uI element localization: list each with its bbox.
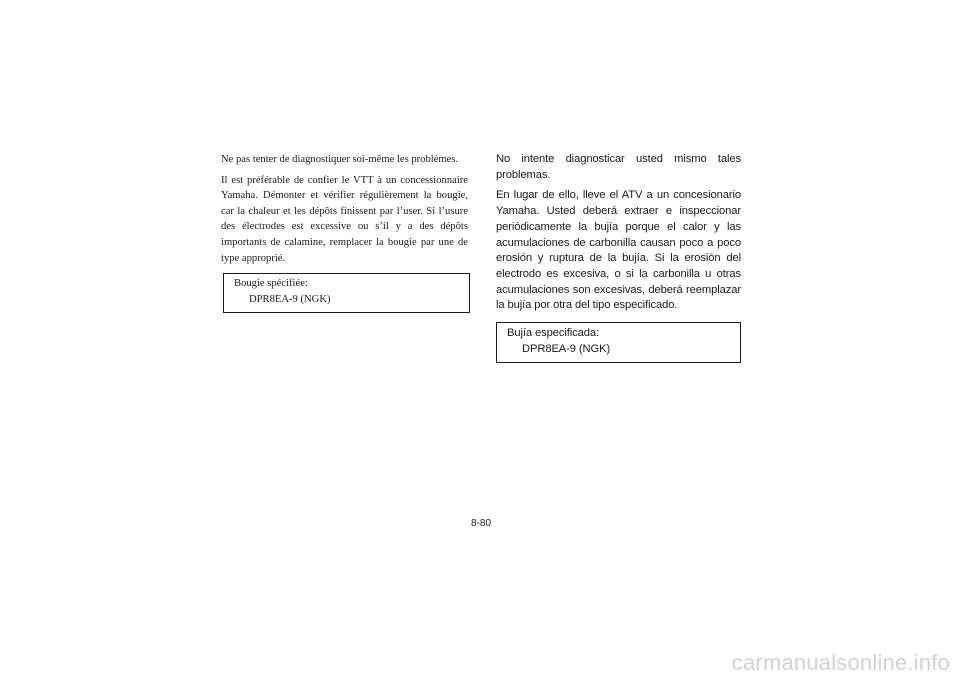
french-column	[221, 152, 468, 313]
french-spec-label: Bougie spécifiée:	[234, 278, 308, 290]
french-paragraph-2: Il est préférable de confier le VTT à un concessionnaire Yamaha. Démonter et vérifier régulièrement la bougie, car la chaleur et les dépôts finissent par l’user. Si l’usure des électrodes est excessive ou s’il y a des dépôts importants de calamine, remplacer la bougie par une de type approprié.	[221, 174, 468, 264]
spanish-spec-value: DPR8EA-9 (NGK)	[522, 342, 611, 355]
spanish-paragraph-1: No intente diagnosticar usted mismo tales problemas.	[496, 153, 741, 181]
page-number: 8-80	[471, 518, 492, 529]
french-paragraph-1: Ne pas tenter de diagnostiquer soi-même les problèmes.	[221, 154, 459, 165]
spanish-column	[496, 152, 741, 363]
french-spec-box	[223, 273, 470, 313]
spanish-paragraph-2: En lugar de ello, lleve el ATV a un concesionario Yamaha. Usted deberá extraer e inspeccionar periódicamente la bujía porque el calor y las acumulaciones de carbonilla causan poco a poco erosión y ruptura de la bujía. Si la erosión del electrodo es excesiva, o si la carbonilla u otras acumulaciones son excesivas, deberá reemplazar la bujía por otra del tipo especificado.	[496, 189, 741, 312]
french-spec-value: DPR8EA-9 (NGK)	[249, 293, 331, 305]
spanish-spec-box	[496, 322, 741, 363]
watermark: carmanualsonline.info	[731, 650, 950, 675]
spanish-spec-label: Bujía especificada:	[507, 327, 600, 340]
